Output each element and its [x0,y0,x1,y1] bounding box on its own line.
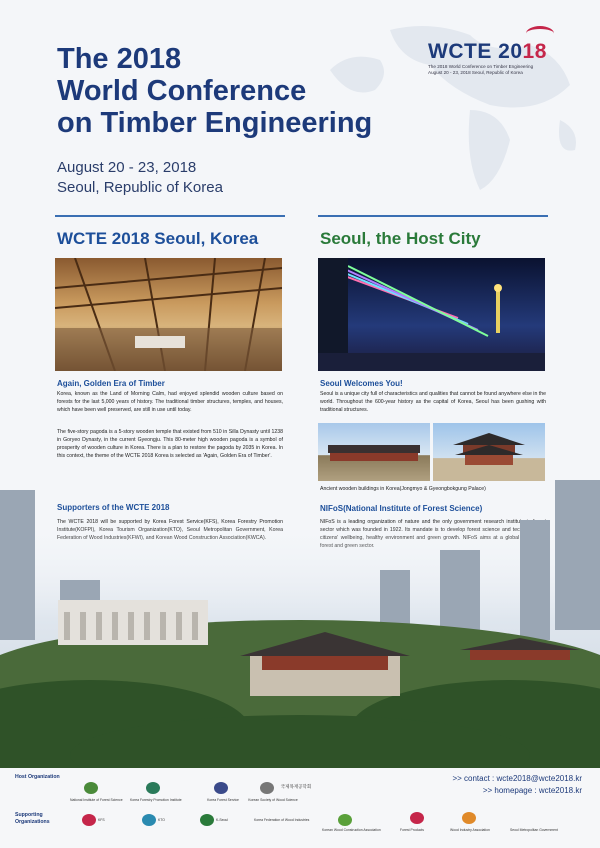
left-heading: WCTE 2018 Seoul, Korea [57,229,259,248]
event-location: Seoul, Republic of Korea [57,179,223,196]
right-paragraph-1: Seoul is a unique city full of characteristics and qualities that cannot be found anywhere else in the world. Throughout the 600-year history as the capital of Korea, Seoul has been gushing with traditional structures. [320,391,546,413]
left-divider [55,215,285,217]
host-org-2: Korea Forestry Promotion Institute [130,798,182,802]
left-paragraph-1: Korea, known as the Land of Morning Calm, had enjoyed splendid wooden culture based on forests for the last 5,000 years of history. The traditional timber structures, temples, and houses, which have been well preserved, are still in use until today. [57,391,283,413]
gyeongbokgung-illustration [433,423,545,481]
conference-title [57,43,417,139]
roof-logo-icon [526,26,554,41]
seoul-logo-icon [200,814,214,826]
contact-email[interactable]: >> contact : wcte2018@wcte2018.kr [452,774,582,783]
title-line-3: on Timber Engineering [57,107,373,139]
left-subheading-2: Supporters of the WCTE 2018 [57,503,170,512]
timber-hall-illustration [55,258,282,371]
host-organization-label: Host Organization [15,774,60,780]
wood-society-logo-icon [260,782,274,794]
homepage-link[interactable]: >> homepage : wcte2018.kr [482,786,582,795]
logo-subtitle-1: The 2018 World Conference on Timber Engineering [428,64,534,69]
host-org-4: Korean Society of Wood Science [248,798,298,802]
jongmyo-photo [318,423,430,481]
gyeongbokgung-photo [433,423,545,481]
kofpi-logo-icon [146,782,160,794]
support-org-7: Wood Industry Association [450,828,490,832]
host-org-1: National Institute of Forest Science [70,798,123,802]
timber-hall-photo [55,258,282,371]
logo-wordmark-a: WCTE 20 [428,40,523,63]
seoul-bridge-illustration [318,258,545,371]
seoul-palace-panorama [0,480,600,768]
photo-caption: Ancient wooden buildings in Korea(Jongmyo & Gyeongbokgung Palace) [320,486,486,492]
supporting-label-2: Organizations [15,819,50,825]
logo-subtitle-2: August 20 - 23, 2018 Seoul, Republic of Korea [428,70,523,75]
wood-association-logo-icon [338,814,352,826]
right-subheading-1: Seoul Welcomes You! [320,379,403,388]
seoul-night-photo [318,258,545,371]
host-org-3: Korea Forest Service [207,798,239,802]
title-line-1: The 2018 [57,43,182,75]
support-org-4: Korea Federation of Wood Industries [254,818,310,822]
forest-products-logo-icon [410,812,424,824]
left-subheading-1: Again, Golden Era of Timber [57,379,165,388]
support-org-3: K-Seoul [216,818,229,822]
panorama-illustration [0,480,600,768]
right-heading: Seoul, the Host City [320,229,481,248]
kto-logo-icon [142,814,156,826]
nifos-logo-icon [84,782,98,794]
event-dates: August 20 - 23, 2018 [57,159,197,176]
event-info [57,158,223,198]
support-org-8: Seoul Metropolitan Government [510,828,558,832]
supporting-label-1: Supporting [15,812,43,818]
support-org-1: KFS [98,818,105,822]
right-subheading-2: NIFoS(National Institute of Forest Science) [320,504,483,513]
support-org-5: Korean Wood Construction Association [322,828,381,832]
logo-wordmark [428,40,578,64]
host-org-5: 국제목재공학회 [280,784,312,789]
right-divider [318,215,548,217]
support-org-2: KTO [158,818,165,822]
title-line-2: World Conference [57,75,307,107]
kfs-support-logo-icon [82,814,96,826]
left-paragraph-2: The five-story pagoda is a 5-story wooden temple that existed from 510 in Silla Dynasty until 1238 in Goryeo Dynasty, in the current Gyeongju. This 80-meter high wooden pagoda is a symbol of prosperity of wooden culture in Korea. There is a plan to restore the pagoda by 2035 in Korea. In this context, the theme of the WCTE 2018 Korea is selected as 'Again, Golden Era of Timber'. [57,429,283,459]
seoul-gov-logo-icon [462,812,476,824]
kfs-logo-icon [214,782,228,794]
support-org-6: Forest Products [400,828,424,832]
logo-wordmark-b: 18 [522,40,547,63]
wcte-logo [428,40,578,92]
footer [0,768,600,848]
jongmyo-illustration [318,423,430,481]
